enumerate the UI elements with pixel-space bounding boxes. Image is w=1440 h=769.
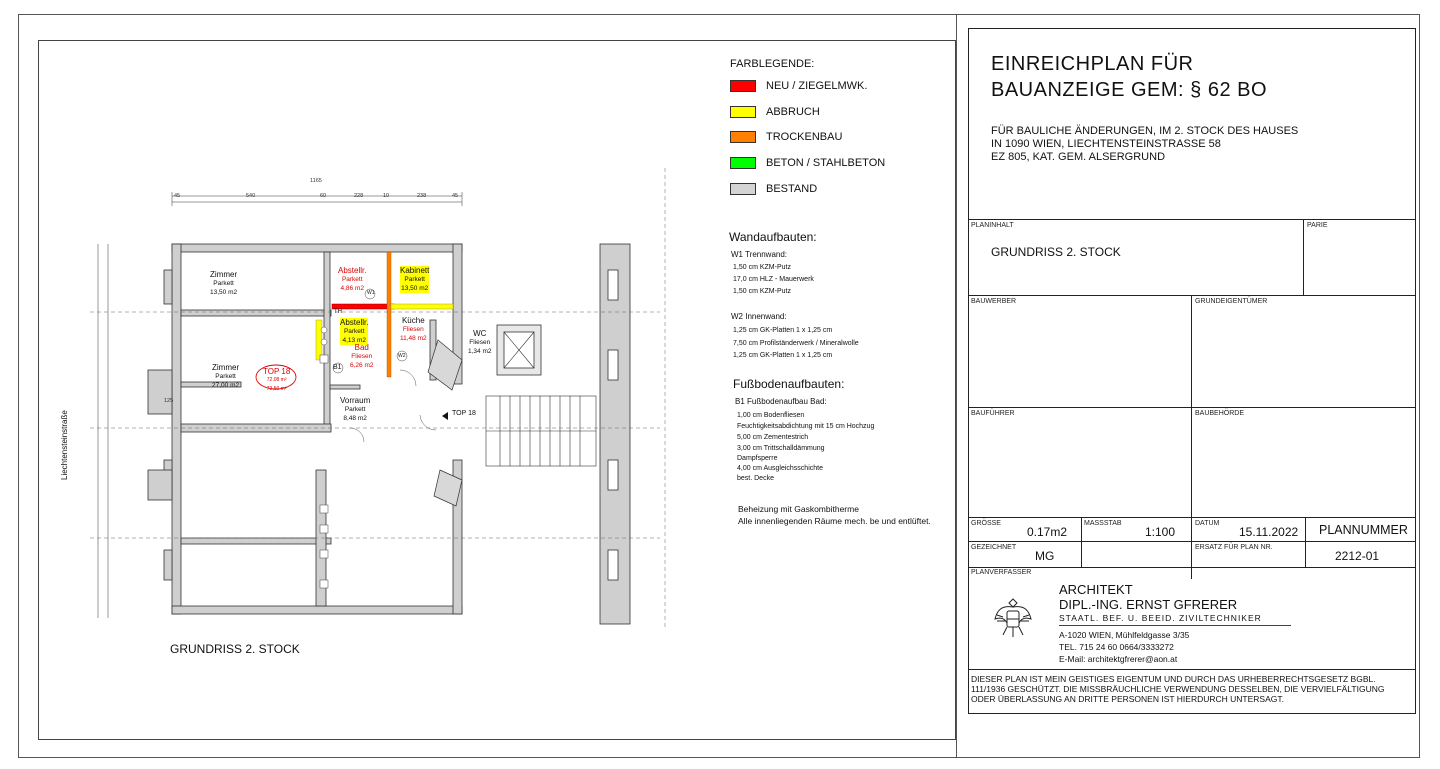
room-area: 8,48 m2: [343, 415, 367, 422]
w1-row: 1,50 cm KZM-Putz: [733, 288, 791, 295]
top-dim-2: 540: [246, 193, 256, 199]
copyright-line-1: DIESER PLAN IST MEIN GEISTIGES EIGENTUM UND DURCH DAS URHEBERRECHTSGESETZ BGBL.: [971, 674, 1376, 684]
legend-label: NEU / ZIEGELMWK.: [766, 80, 868, 92]
gezeichnet-label: GEZEICHNET: [971, 544, 1017, 551]
w1-row: 1,50 cm KZM-Putz: [733, 264, 791, 271]
baufuehrer-label: BAUFÜHRER: [971, 410, 1015, 417]
divider: [969, 295, 1415, 296]
divider: [1305, 517, 1306, 567]
parie-label: PARIE: [1307, 222, 1328, 229]
top-dim-7: 45: [452, 193, 459, 199]
room-bad: [350, 343, 374, 370]
room-floor: Parkett: [344, 406, 366, 413]
plannummer-heading: PLANNUMMER: [1319, 523, 1408, 537]
datum-label: DATUM: [1195, 520, 1220, 527]
baubehoerde-label: BAUBEHÖRDE: [1195, 410, 1245, 417]
room-vorraum: [340, 396, 370, 423]
room-floor: Parkett: [340, 327, 368, 336]
room-abstellr-2: [340, 318, 368, 345]
architect-qualification: STAATL. BEF. U. BEEID. ZIVILTECHNIKER: [1059, 613, 1262, 623]
plan-title-line-2: BAUANZEIGE GEM: § 62 BO: [991, 79, 1268, 101]
legend-swatch-neu: [730, 80, 756, 92]
walls-title: Wandaufbauten:: [729, 230, 817, 244]
b1-marker: B1: [333, 364, 342, 371]
divider: [1081, 517, 1082, 567]
divider: [1303, 219, 1304, 295]
room-area: 6,26 m2: [350, 362, 374, 369]
architect-phone: TEL. 715 24 60 0664/3333272: [1059, 642, 1174, 652]
austrian-eagle-seal: [993, 595, 1033, 644]
th-marker: TH: [334, 309, 342, 315]
planverfasser-label: PLANVERFASSER: [971, 569, 1032, 576]
legend-swatch-bestand: [730, 183, 756, 195]
plan-title: [991, 51, 1267, 103]
b1-head: B1 Fußbodenaufbau Bad:: [735, 397, 827, 406]
massstab-value: 1:100: [1145, 525, 1176, 539]
w1-head: W1 Trennwand:: [731, 250, 788, 259]
floor-row: 1,00 cm Bodenfliesen: [737, 412, 805, 419]
floors-title: Fußbodenaufbauten:: [733, 377, 845, 391]
copyright-line-2: 111/1936 GESCHÜTZT. DIE MISSBRÄUCHLICHE VERWENDUNG DESSELBEN, DIE VERVIELFÄLTIGUNG: [971, 684, 1385, 694]
w2-row: 7,50 cm Profilständerwerk / Mineralwolle: [733, 340, 859, 347]
room-area: 1,34 m2: [468, 348, 492, 355]
entry-label: TOP 18: [452, 410, 476, 417]
unit-area-2: 72,50 m²: [266, 386, 287, 392]
project-line-3: EZ 805, KAT. GEM. ALSERGRUND: [991, 151, 1166, 163]
top-dim-4: 228: [354, 193, 364, 199]
unit-label: [263, 367, 290, 394]
room-floor: Parkett: [341, 276, 363, 283]
bauwerber-label: BAUWERBER: [971, 298, 1017, 305]
room-name: Abstellr.: [338, 266, 367, 275]
legend-swatch-trockenbau: [730, 131, 756, 143]
top-dim-6: 238: [417, 193, 427, 199]
room-floor: Fliesen: [469, 339, 491, 346]
top-dim-3: 60: [320, 193, 327, 199]
architect-title: ARCHITEKT: [1059, 582, 1133, 597]
room-name: Küche: [401, 316, 425, 325]
room-kabinett: [400, 266, 429, 293]
room-floor: Fliesen: [402, 326, 424, 333]
heating-note: Beheizung mit Gaskombitherme: [738, 504, 859, 514]
grundeigentuemer-label: GRUNDEIGENTÜMER: [1195, 298, 1268, 305]
room-area: 4,86 m2: [340, 285, 364, 292]
project-description: [991, 125, 1298, 164]
plannummer-value: 2212-01: [1335, 549, 1380, 563]
sheet-divider: [956, 14, 957, 758]
datum-value: 15.11.2022: [1239, 525, 1299, 539]
groesse-label: GRÖSSE: [971, 520, 1001, 527]
divider: [969, 567, 1415, 568]
legend-title: FARBLEGENDE:: [730, 58, 815, 70]
title-block: [968, 28, 1416, 714]
room-name: Vorraum: [340, 396, 371, 405]
unit-area-1: 72,08 m²: [266, 377, 287, 383]
dim-125: 125: [164, 398, 174, 404]
top-dim-5: 10: [383, 193, 390, 199]
legend-label: BETON / STAHLBETON: [766, 157, 886, 169]
legend-label: ABBRUCH: [766, 106, 820, 118]
room-name: Zimmer: [212, 363, 240, 372]
project-line-1: FÜR BAULICHE ÄNDERUNGEN, IM 2. STOCK DES HAUSES: [991, 125, 1299, 137]
room-name: Kabinett: [400, 266, 430, 275]
floor-row: 3,00 cm Trittschalldämmung: [737, 445, 825, 452]
divider: [969, 669, 1415, 670]
legend-label: BESTAND: [766, 183, 818, 195]
ventilation-note: Alle innenliegenden Räume mech. be und entlüftet.: [738, 516, 931, 526]
street-name: Liechtensteinstraße: [60, 410, 69, 480]
architect-address: A-1020 WIEN, Mühlfeldgasse 3/35: [1059, 630, 1190, 640]
divider: [1191, 295, 1192, 579]
room-floor: Parkett: [400, 275, 429, 284]
room-name: Bad: [354, 343, 369, 352]
w2-row: 1,25 cm GK-Platten 1 x 1,25 cm: [733, 352, 833, 359]
legend-label: TROCKENBAU: [766, 131, 843, 143]
room-floor: Fliesen: [351, 353, 373, 360]
room-name: WC: [473, 329, 487, 338]
room-floor: Parkett: [215, 373, 236, 380]
w1-row: 17,0 cm HLZ - Mauerwerk: [733, 276, 814, 283]
floor-row: Feuchtigkeitsabdichtung mit 15 cm Hochzug: [737, 423, 875, 430]
floor-plan-drawing: [60, 160, 690, 640]
w2-head: W2 Innenwand:: [731, 312, 787, 321]
floor-row: 4,00 cm Ausgleichsschichte: [737, 465, 823, 472]
plan-title-line-1: EINREICHPLAN FÜR: [991, 53, 1194, 75]
project-line-2: IN 1090 WIEN, LIECHTENSTEINSTRASSE 58: [991, 138, 1221, 150]
architect-name: DIPL.-ING. ERNST GFRERER: [1059, 597, 1238, 612]
room-abstellr-1: [338, 266, 366, 293]
planinhalt-label: PLANINHALT: [971, 222, 1014, 229]
room-area: 11,48 m2: [400, 335, 427, 342]
room-area: 27,00 m2: [212, 382, 240, 389]
groesse-value: 0.17m2: [1027, 525, 1068, 539]
architect-email: E-Mail: architektgfrerer@aon.at: [1059, 654, 1178, 664]
room-zimmer-2: [212, 363, 239, 390]
ersatz-label: ERSATZ FÜR PLAN NR.: [1195, 544, 1273, 551]
unit-name: TOP 18: [263, 367, 291, 376]
room-wc: [468, 329, 492, 356]
room-area: 4,13 m2: [340, 336, 368, 345]
floor-row: best. Decke: [737, 475, 774, 482]
room-area: 13,50 m2: [401, 285, 429, 292]
floor-row: 5,00 cm Zementestrich: [737, 434, 809, 441]
w1-marker: W1: [367, 290, 375, 296]
room-name: Abstellr.: [340, 318, 369, 327]
w2-marker: W2: [398, 353, 406, 359]
top-overall-dim: 1165: [310, 178, 322, 184]
room-name: Zimmer: [210, 270, 238, 279]
divider: [969, 517, 1415, 518]
w2-row: 1,25 cm GK-Platten 1 x 1,25 cm: [733, 327, 833, 334]
massstab-label: MASSSTAB: [1084, 520, 1122, 527]
room-kueche: [400, 316, 427, 343]
room-zimmer-1: [210, 270, 237, 297]
legend-swatch-beton: [730, 157, 756, 169]
room-floor: Parkett: [213, 280, 234, 287]
plan-caption: GRUNDRISS 2. STOCK: [170, 642, 300, 656]
divider: [969, 219, 1415, 220]
legend-swatch-abbruch: [730, 106, 756, 118]
copyright-line-3: ODER ÜBERLASSUNG AN DRITTE PERSONEN IST HIERDURCH UNTERSAGT.: [971, 694, 1284, 704]
floor-row: Dampfsperre: [737, 455, 778, 462]
divider: [969, 541, 1415, 542]
copyright-notice: [971, 674, 1384, 704]
divider: [969, 407, 1415, 408]
top-dim-1: 45: [174, 193, 181, 199]
planinhalt-value: GRUNDRISS 2. STOCK: [991, 245, 1121, 259]
floor-plan: [60, 160, 690, 640]
gezeichnet-value: MG: [1035, 549, 1055, 563]
room-area: 13,50 m2: [210, 289, 238, 296]
divider: [1059, 625, 1291, 626]
